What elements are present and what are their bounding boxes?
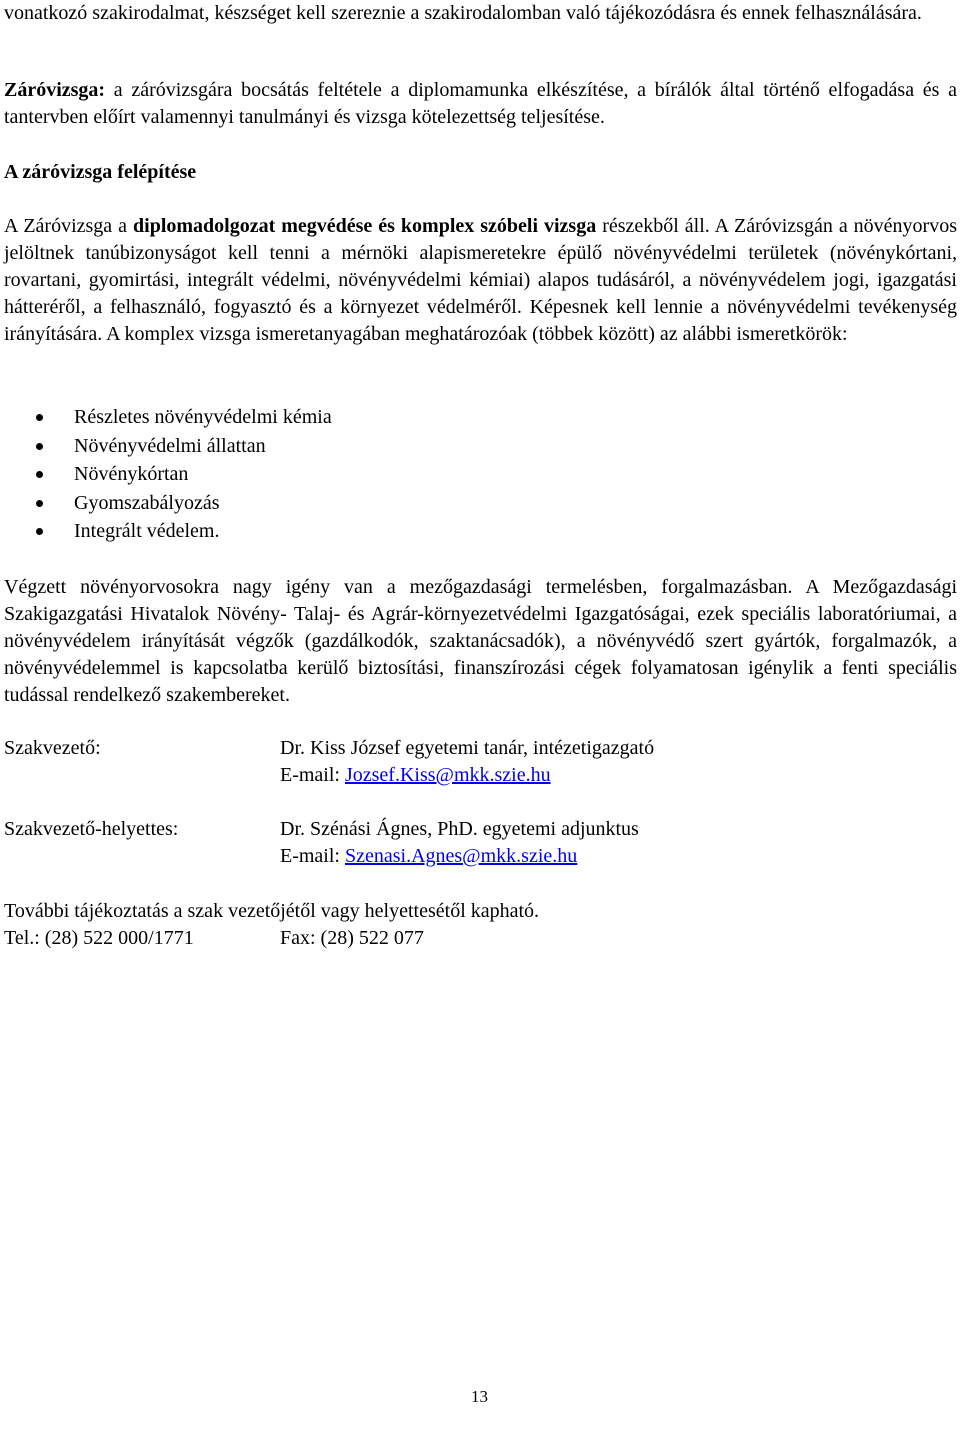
phone-number: Tel.: (28) 522 000/1771 (4, 927, 194, 949)
list-item: Növénykórtan (4, 460, 332, 489)
contact-info (280, 816, 639, 870)
contact-role: Szakvezető: (4, 737, 101, 759)
contact-name: Dr. Szénási Ágnes, PhD. egyetemi adjunktus (280, 818, 639, 840)
more-info-text: További tájékoztatás a szak vezetőjétől vagy helyettesétől kapható. (4, 900, 540, 922)
contact-email-row (280, 843, 639, 870)
zarovizsga-paragraph (4, 77, 957, 131)
email-link[interactable]: Szenasi.Agnes@mkk.szie.hu (344, 845, 578, 867)
fax-number: Fax: (28) 522 077 (280, 927, 424, 949)
felepites-text-bold: diplomadolgozat megvédése és komplex szóbeli vizsga (133, 215, 597, 237)
demand-paragraph (4, 574, 957, 709)
email-label: E-mail: (280, 764, 345, 786)
contact-info (280, 735, 654, 789)
contact-name: Dr. Kiss József egyetemi tanár, intézetigazgató (280, 737, 655, 759)
list-item: Részletes növényvédelmi kémia (4, 403, 332, 432)
page-number: 13 (471, 1387, 488, 1406)
contact-email-row (280, 762, 654, 789)
email-link[interactable]: Jozsef.Kiss@mkk.szie.hu (344, 764, 551, 786)
list-item: Növényvédelmi állattan (4, 432, 332, 461)
phone-row (4, 925, 424, 952)
list-item: Gyomszabályozás (4, 489, 332, 518)
felepites-paragraph (4, 213, 957, 348)
felepites-text-start: A Záróvizsga a (4, 215, 134, 237)
contact-role: Szakvezető-helyettes: (4, 818, 179, 840)
intro-paragraph (4, 0, 957, 27)
zarovizsga-label: Záróvizsga: (4, 79, 106, 101)
felepites-text-rest: részekből áll. A Záróvizsgán a növényorvos jelöltnek tanúbizonyságot kell tenni a mérnöki alapismeretekre épülő növényvédelmi területek (növénykórtani, rovartani, gyomirtási, integrált védelmi, növényvédelmi kémiai) alapos tudásáról, a növényvédelem jogi, igazgatási hátteréről, a felhasználó, fogyasztó és a környezet védelméről. Képesnek kell lennie a növényvédelmi tevékenység irányítására. A komplex vizsga ismeretanyagában meghatározóak (többek között) az alábbi ismeretkörök: (4, 215, 957, 345)
email-label: E-mail: (280, 845, 345, 867)
intro-text: vonatkozó szakirodalmat, készséget kell szereznie a szakirodalomban való tájékozódásra és ennek felhasználására. (4, 2, 922, 24)
section-heading: A záróvizsga felépítése (4, 161, 197, 183)
demand-text: Végzett növényorvosokra nagy igény van a mezőgazdasági termelésben, forgalmazásban. A Mezőgazdasági Szakigazgatási Hivatalok Növény- Talaj- és Agrár-környezetvédelmi Igazgatóságai, ezek speciális laboratóriumai, a növényvédelem irányítását végzők (gazdálkodók, szaktanácsadók), a növényvédő szert gyártók, forgalmazók, a növényvédelemmel is kapcsolatba kerülő biztosítási, finanszírozási cégek folyamatosan igénylik a fenti speciális tudással rendelkező szakembereket. (4, 576, 957, 706)
topic-list (4, 403, 332, 546)
zarovizsga-text: a záróvizsgára bocsátás feltétele a diplomamunka elkészítése, a bírálók által történő elfogadása és a tantervben előírt valamennyi tanulmányi és vizsga kötelezettség teljesítése. (4, 79, 957, 128)
list-item: Integrált védelem. (4, 517, 332, 546)
